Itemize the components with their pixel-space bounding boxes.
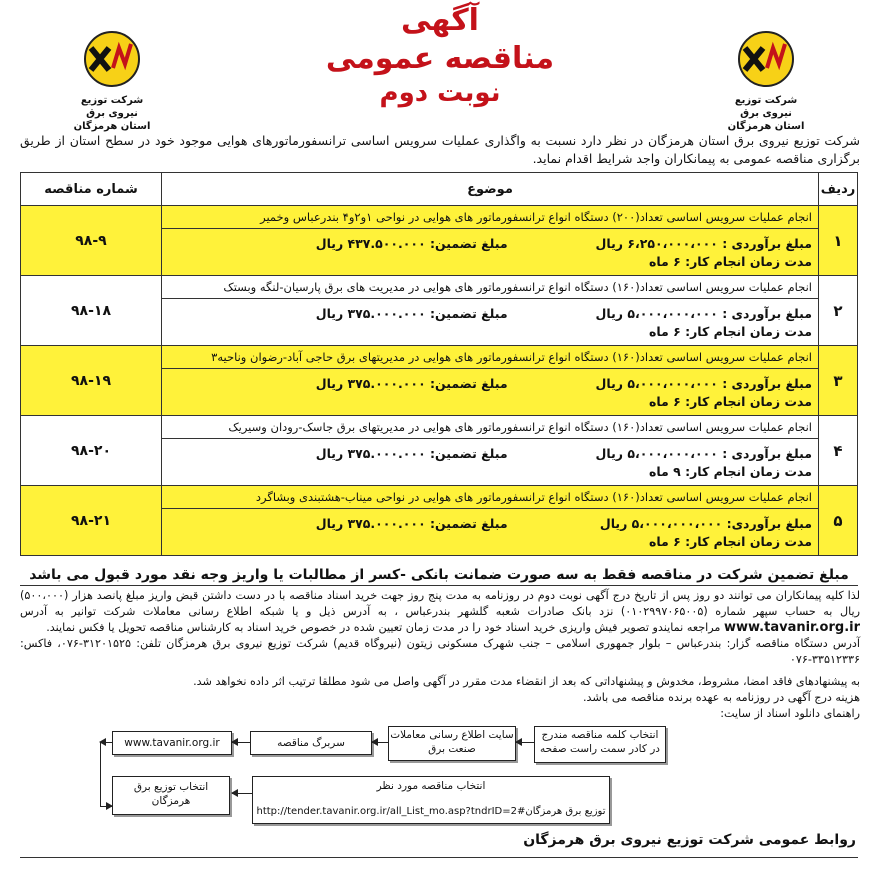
public-relations-footer: روابط عمومی شرکت توزیع نیروی برق هرمزگان [523, 832, 856, 848]
row-subject: انجام عملیات سرویس اساسی تعداد(۱۶۰) دستگاه انواع ترانسفورماتور های هوایی در مدیریتهای برق جاسک-رودان وسیریک [162, 416, 818, 439]
intro-paragraph: شرکت توزیع نیروی برق استان هرمزگان در نظر دارد نسبت به واگذاری عملیات سرویس اساسی ترانسفورماتورهای هوایی موجود خود در سطح استان از طریق برگزاری مناقصه عمومی به پیمانکاران واجد شرایط اقدام نماید. [20, 133, 860, 166]
row-amounts [162, 229, 818, 275]
bottom-divider [20, 857, 858, 858]
row-estimate: مبلغ برآوردی : ۶،۲۵۰،۰۰۰،۰۰۰ ریال [595, 236, 812, 251]
row-duration: مدت زمان انجام کار: ۶ ماه [648, 394, 812, 409]
flow-box-select-hormozgan [112, 776, 230, 815]
row-estimate: مبلغ برآوردی: ۵،۰۰۰،۰۰۰،۰۰۰ ریال [599, 516, 812, 531]
flow-box-text: انتخاب کلمه مناقصه مندرج در کادر سمت راست صفحه [540, 729, 660, 755]
row-duration: مدت زمان انجام کار: ۶ ماه [648, 324, 812, 339]
row-tender-code: ۹۸-۱۸ [21, 276, 162, 346]
row-subject: انجام عملیات سرویس اساسی تعداد(۱۶۰) دستگاه انواع ترانسفورماتور های هوایی در مدیریت های برق پارسیان-لنگه وبستک [162, 276, 818, 299]
company-logo-right [722, 30, 810, 132]
row-estimate: مبلغ برآوردی : ۵،۰۰۰،۰۰۰،۰۰۰ ریال [595, 446, 812, 461]
flow-box-text: انتخاب توزیع برق هرمزگان [133, 781, 209, 807]
table-header-row [21, 173, 858, 206]
row-estimate: مبلغ برآوردی : ۵،۰۰۰،۰۰۰،۰۰۰ ریال [595, 306, 812, 321]
company-logo-left [68, 30, 156, 132]
power-company-logo-icon [69, 30, 155, 88]
table-row [21, 206, 858, 276]
row-number: ۲ [819, 276, 858, 346]
row-subject: انجام عملیات سرویس اساسی تعداد(۲۰۰) دستگاه انواع ترانسفورماتور های هوایی در نواحی ۱و۲و۴ بندرعباس وخمیر [162, 206, 818, 229]
row-guarantee: مبلغ تضمین: ۳۷۵.۰۰۰.۰۰۰ ریال [315, 306, 508, 321]
row-amounts [162, 439, 818, 485]
purchase-text: لذا کلیه پیمانکاران می توانند دو روز پس از تاریخ درج آگهی نوبت دوم در روزنامه به مدت پنج روز جهت خرید اسناد مناقصه با در دست داشتن قبض واریز مبلغ پانصد هزار (۵۰۰،۰۰۰) ریال به حساب سپهر شماره (۰۱۰۲۹۹۷۰۶۵۰۰۵) نزد بانک صادرات شعبه گلشهر بندرعباس ، به آدرس ذیل و یا شبکه اطلاع رسانی معاملات شرکت توانیر به آدرس [20, 589, 861, 618]
flow-box-tavanir-site [112, 731, 232, 755]
purchase-text-end: مراجعه نمایندو تصویر فیش واریزی خرید اسناد خود را در مدت زمان تعیین شده در خصوص خرید اسناد به کارشناس مناقصه تحویل یا فکس نمایند. [46, 621, 721, 634]
flow-box-select-tender-word [534, 726, 666, 763]
row-subject-cell [162, 276, 819, 346]
address-paragraph: آدرس دستگاه مناقصه گزار: بندرعباس – بلوار جمهوری اسلامی – جنب شهرک مسکونی زیتون (نیروگاه قدیم) شرکت توزیع نیروی برق هرمزگان تلفن: ۳۱۲۰۱۵۲۵-۰۷۶، فاکس: ۳۳۵۱۲۳۳۶-۰۷۶ [20, 637, 860, 666]
logo-line-2: استان هرمزگان [73, 121, 151, 132]
row-duration: مدت زمان انجام کار: ۶ ماه [648, 534, 812, 549]
logo-company-name [722, 94, 810, 133]
row-subject: انجام عملیات سرویس اساسی تعداد(۱۶۰) دستگاه انواع ترانسفورماتور های هوایی در نواحی میناب-هشتبندی وبشاگرد [162, 486, 818, 509]
flow-arrow-icon [232, 793, 252, 794]
flow-box-text: سایت اطلاع رسانی معاملات صنعت برق [390, 729, 514, 755]
guarantee-note: مبلغ تضمین شرکت در مناقصه فقط به سه صورت ضمانت بانکی -کسر از مطالبات یا واریز وجه نقد مورد قبول می باشد [20, 567, 858, 586]
logo-line-1: شرکت توزیع نیروی برق [734, 95, 798, 119]
row-tender-code: ۹۸-۱۹ [21, 346, 162, 416]
power-company-logo-icon [723, 30, 809, 88]
row-subject-cell [162, 346, 819, 416]
row-subject-cell [162, 416, 819, 486]
row-number: ۳ [819, 346, 858, 416]
notice-subtitle: مناقصه عمومی [325, 41, 555, 76]
row-subject-cell [162, 486, 819, 556]
body-text [20, 588, 860, 722]
row-guarantee: مبلغ تضمین: ۳۷۵.۰۰۰.۰۰۰ ریال [315, 446, 508, 461]
flow-box-info-site [388, 726, 516, 761]
flow-arrow-icon [516, 742, 534, 743]
notice-round: نوبت دوم [379, 78, 501, 108]
flow-box-select-tender [252, 776, 610, 824]
flow-box-title: انتخاب مناقصه مورد نظر [376, 780, 486, 792]
tender-table [20, 172, 858, 556]
row-guarantee: مبلغ تضمین: ۳۷۵.۰۰۰.۰۰۰ ریال [315, 376, 508, 391]
logo-line-2: استان هرمزگان [727, 121, 805, 132]
flow-arrow-icon [100, 806, 112, 807]
purchase-paragraph [20, 588, 860, 636]
header-subject: موضوع [162, 173, 819, 206]
flow-connector [100, 742, 101, 806]
row-duration: مدت زمان انجام کار: ۹ ماه [648, 464, 812, 479]
flow-connector-top [100, 742, 112, 743]
cost-paragraph: هزینه درج آگهی در روزنامه به عهده برنده مناقصه می باشد. [582, 691, 860, 704]
table-row [21, 276, 858, 346]
flow-box-text: www.tavanir.org.ir [124, 737, 220, 749]
flow-arrow-icon [372, 742, 388, 743]
table-row [21, 486, 858, 556]
row-guarantee: مبلغ تضمین: ۴۳۷.۵۰۰.۰۰۰ ریال [315, 236, 508, 251]
header-row-number: ردیف [819, 173, 858, 206]
header-tender-number: شماره مناقصه [21, 173, 162, 206]
row-guarantee: مبلغ تضمین: ۳۷۵.۰۰۰.۰۰۰ ریال [315, 516, 508, 531]
row-amounts [162, 369, 818, 415]
title-block [250, 2, 630, 108]
row-tender-code: ۹۸-۲۰ [21, 416, 162, 486]
flow-box-tender-tab [250, 731, 372, 755]
tender-list-url[interactable]: http://tender.tavanir.org.ir/all_List_mo.asp?tndrID=توزیع برق هرمزگان#2 [256, 806, 606, 817]
row-duration: مدت زمان انجام کار: ۶ ماه [648, 254, 812, 269]
row-amounts [162, 299, 818, 345]
notice-title: آگهی [401, 3, 479, 38]
row-estimate: مبلغ برآوردی : ۵،۰۰۰،۰۰۰،۰۰۰ ریال [595, 376, 812, 391]
logo-company-name [68, 94, 156, 133]
table-row [21, 346, 858, 416]
conditions-paragraph: به پیشنهادهای فاقد امضا، مشروط، مخدوش و پیشنهاداتی که بعد از انقضاء مدت مقرر در آگهی واصل می شود مطلقا ترتیب اثر داده نخواهد شد. [193, 675, 860, 688]
flow-box-text: سربرگ مناقصه [277, 737, 345, 749]
logo-line-1: شرکت توزیع نیروی برق [80, 95, 144, 119]
download-guide-label: راهنمای دانلود اسناد از سایت: [720, 707, 860, 720]
tavanir-link[interactable]: www.tavanir.org.ir [723, 620, 860, 635]
row-subject-cell [162, 206, 819, 276]
row-subject: انجام عملیات سرویس اساسی تعداد(۱۶۰) دستگاه انواع ترانسفورماتور های هوایی در مدیریتهای برق حاجی آباد-رضوان وناحیه۳ [162, 346, 818, 369]
table-row [21, 416, 858, 486]
row-tender-code: ۹۸-۹ [21, 206, 162, 276]
row-number: ۱ [819, 206, 858, 276]
row-number: ۵ [819, 486, 858, 556]
flow-arrow-icon [232, 742, 250, 743]
row-number: ۴ [819, 416, 858, 486]
row-amounts [162, 509, 818, 555]
row-tender-code: ۹۸-۲۱ [21, 486, 162, 556]
